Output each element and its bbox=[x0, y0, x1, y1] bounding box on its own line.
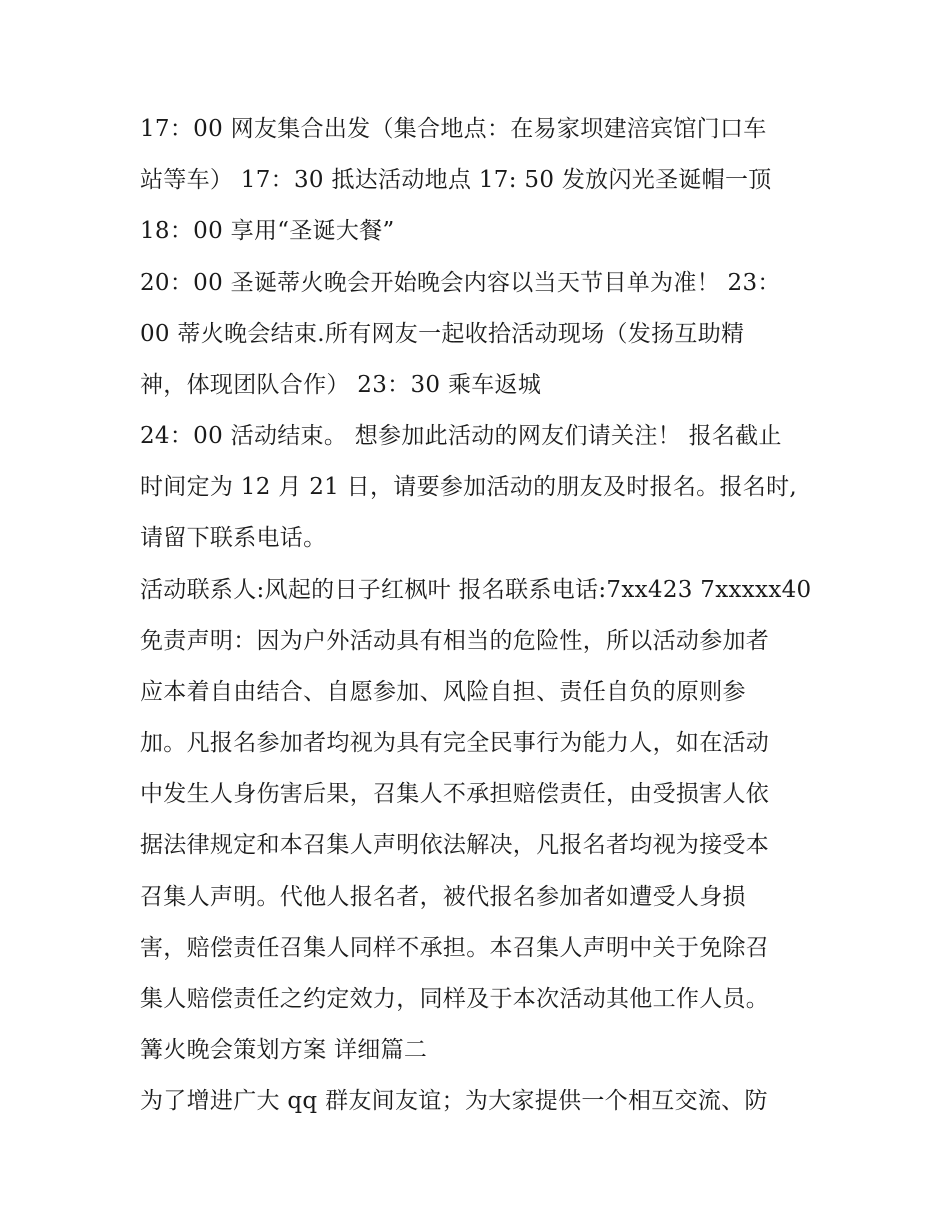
section-heading: 篝火晚会策划方案 详细篇二 bbox=[140, 1037, 428, 1063]
text-line: 应本着自由结合、自愿参加、风险自担、责任自负的原则参 bbox=[140, 679, 746, 705]
text-line: 20：00 圣诞蒂火晚会开始晚会内容以当天节目单为准！ 23： bbox=[140, 270, 781, 296]
text-line: 00 蒂火晚会结束.所有网友一起收拾活动现场（发扬互助精 bbox=[140, 321, 745, 347]
text-line: 请留下联系电话。 bbox=[140, 525, 327, 551]
text-line: 站等车） 17：30 抵达活动地点 17: 50 发放闪光圣诞帽一顶 bbox=[140, 167, 772, 193]
text-line: 加。凡报名参加者均视为具有完全民事行为能力人，如在活动 bbox=[140, 730, 770, 756]
text-line: 中发生人身伤害后果，召集人不承担赔偿责任，由受损害人依 bbox=[140, 781, 770, 807]
text-line: 时间定为 12 月 21 日，请要参加活动的朋友及时报名。报名时, bbox=[140, 474, 797, 500]
text-line: 据法律规定和本召集人声明依法解决，凡报名者均视为接受本 bbox=[140, 832, 770, 858]
text-line: 召集人声明。代他人报名者，被代报名参加者如遭受人身损 bbox=[140, 884, 746, 910]
text-line: 害，赔偿责任召集人同样不承担。本召集人声明中关于免除召 bbox=[140, 935, 770, 961]
text-line: 24：00 活动结束。 想参加此活动的网友们请关注！ 报名截止 bbox=[140, 423, 782, 449]
text-line: 免责声明：因为户外活动具有相当的危险性，所以活动参加者 bbox=[140, 628, 770, 654]
text-line: 为了增进广大 qq 群友间友谊；为大家提供一个相互交流、防 bbox=[140, 1088, 768, 1114]
text-line: 集人赔偿责任之约定效力，同样及于本次活动其他工作人员。 bbox=[140, 986, 770, 1012]
text-line: 神，体现团队合作） 23：30 乘车返城 bbox=[140, 372, 542, 398]
text-line: 17：00 网友集合出发（集合地点：在易家坝建涪宾馆门口车 bbox=[140, 116, 767, 142]
text-line: 活动联系人:风起的日子红枫叶 报名联系电话:7xx423 7xxxxx40 bbox=[140, 577, 812, 603]
text-line: 18：00 享用“圣诞大餐” bbox=[140, 218, 395, 244]
